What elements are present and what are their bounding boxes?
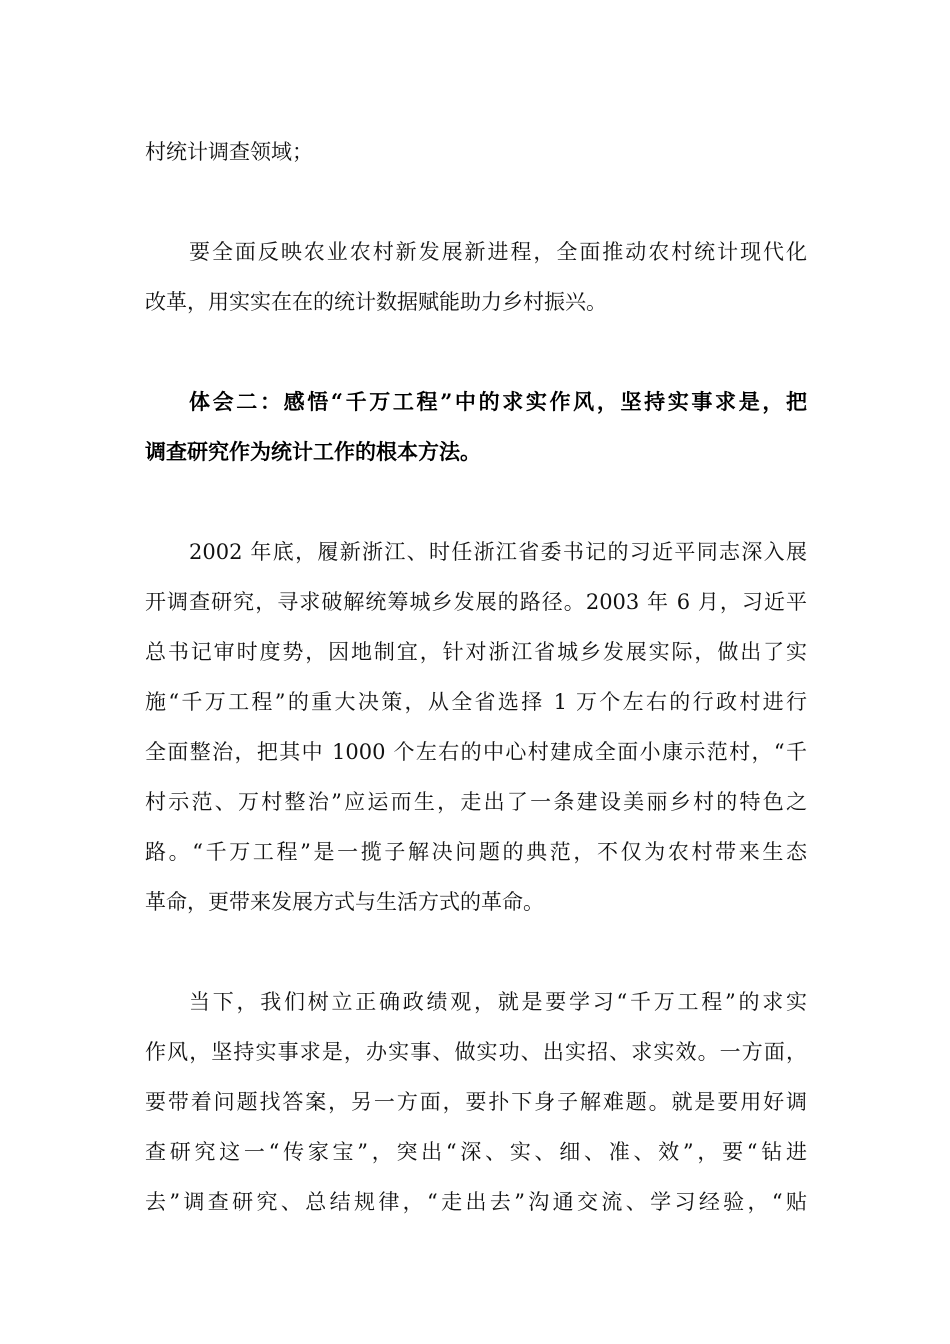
paragraph-2-line-7: 路。“千万工程”是一揽子解决问题的典范，不仅为农村带来生态 (145, 840, 807, 864)
paragraph-2-line-2: 开调查研究，寻求破解统筹城乡发展的路径。2003 年 6 月，习近平 (145, 590, 807, 614)
paragraph-1-line-1: 要全面反映农业农村新发展新进程，全面推动农村统计现代化 (189, 240, 807, 264)
paragraph-2-line-5: 全面整治，把其中 1000 个左右的中心村建成全面小康示范村，“千 (145, 740, 807, 764)
paragraph-3-line-2: 作风，坚持实事求是，办实事、做实功、出实招、求实效。一方面， (145, 1040, 807, 1064)
paragraph-3-line-1: 当下，我们树立正确政绩观，就是要学习“千万工程”的求实 (189, 990, 807, 1014)
paragraph-3-line-3: 要带着问题找答案，另一方面，要扑下身子解难题。就是要用好调 (145, 1090, 807, 1114)
paragraph-2-line-8: 革命，更带来发展方式与生活方式的革命。 (145, 890, 544, 914)
section-heading-line-1: 体会二：感悟“千万工程”中的求实作风，坚持实事求是，把 (189, 389, 807, 414)
paragraph-3-line-5: 去”调查研究、总结规律，“走出去”沟通交流、学习经验，“贴 (145, 1190, 807, 1214)
section-heading-line-2: 调查研究作为统计工作的根本方法。 (145, 439, 481, 464)
paragraph-2-line-1: 2002 年底，履新浙江、时任浙江省委书记的习近平同志深入展 (189, 540, 807, 564)
paragraph-2-line-6: 村示范、万村整治”应运而生，走出了一条建设美丽乡村的特色之 (145, 790, 807, 814)
text-line-1: 村统计调查领域； (145, 140, 313, 164)
paragraph-1-line-2: 改革，用实实在在的统计数据赋能助力乡村振兴。 (145, 290, 607, 314)
paragraph-2-line-3: 总书记审时度势，因地制宜，针对浙江省城乡发展实际，做出了实 (145, 640, 807, 664)
paragraph-2-line-4: 施“千万工程”的重大决策，从全省选择 1 万个左右的行政村进行 (145, 690, 807, 714)
paragraph-3-line-4: 查研究这一“传家宝”，突出“深、实、细、准、效”，要“钻进 (145, 1140, 807, 1164)
